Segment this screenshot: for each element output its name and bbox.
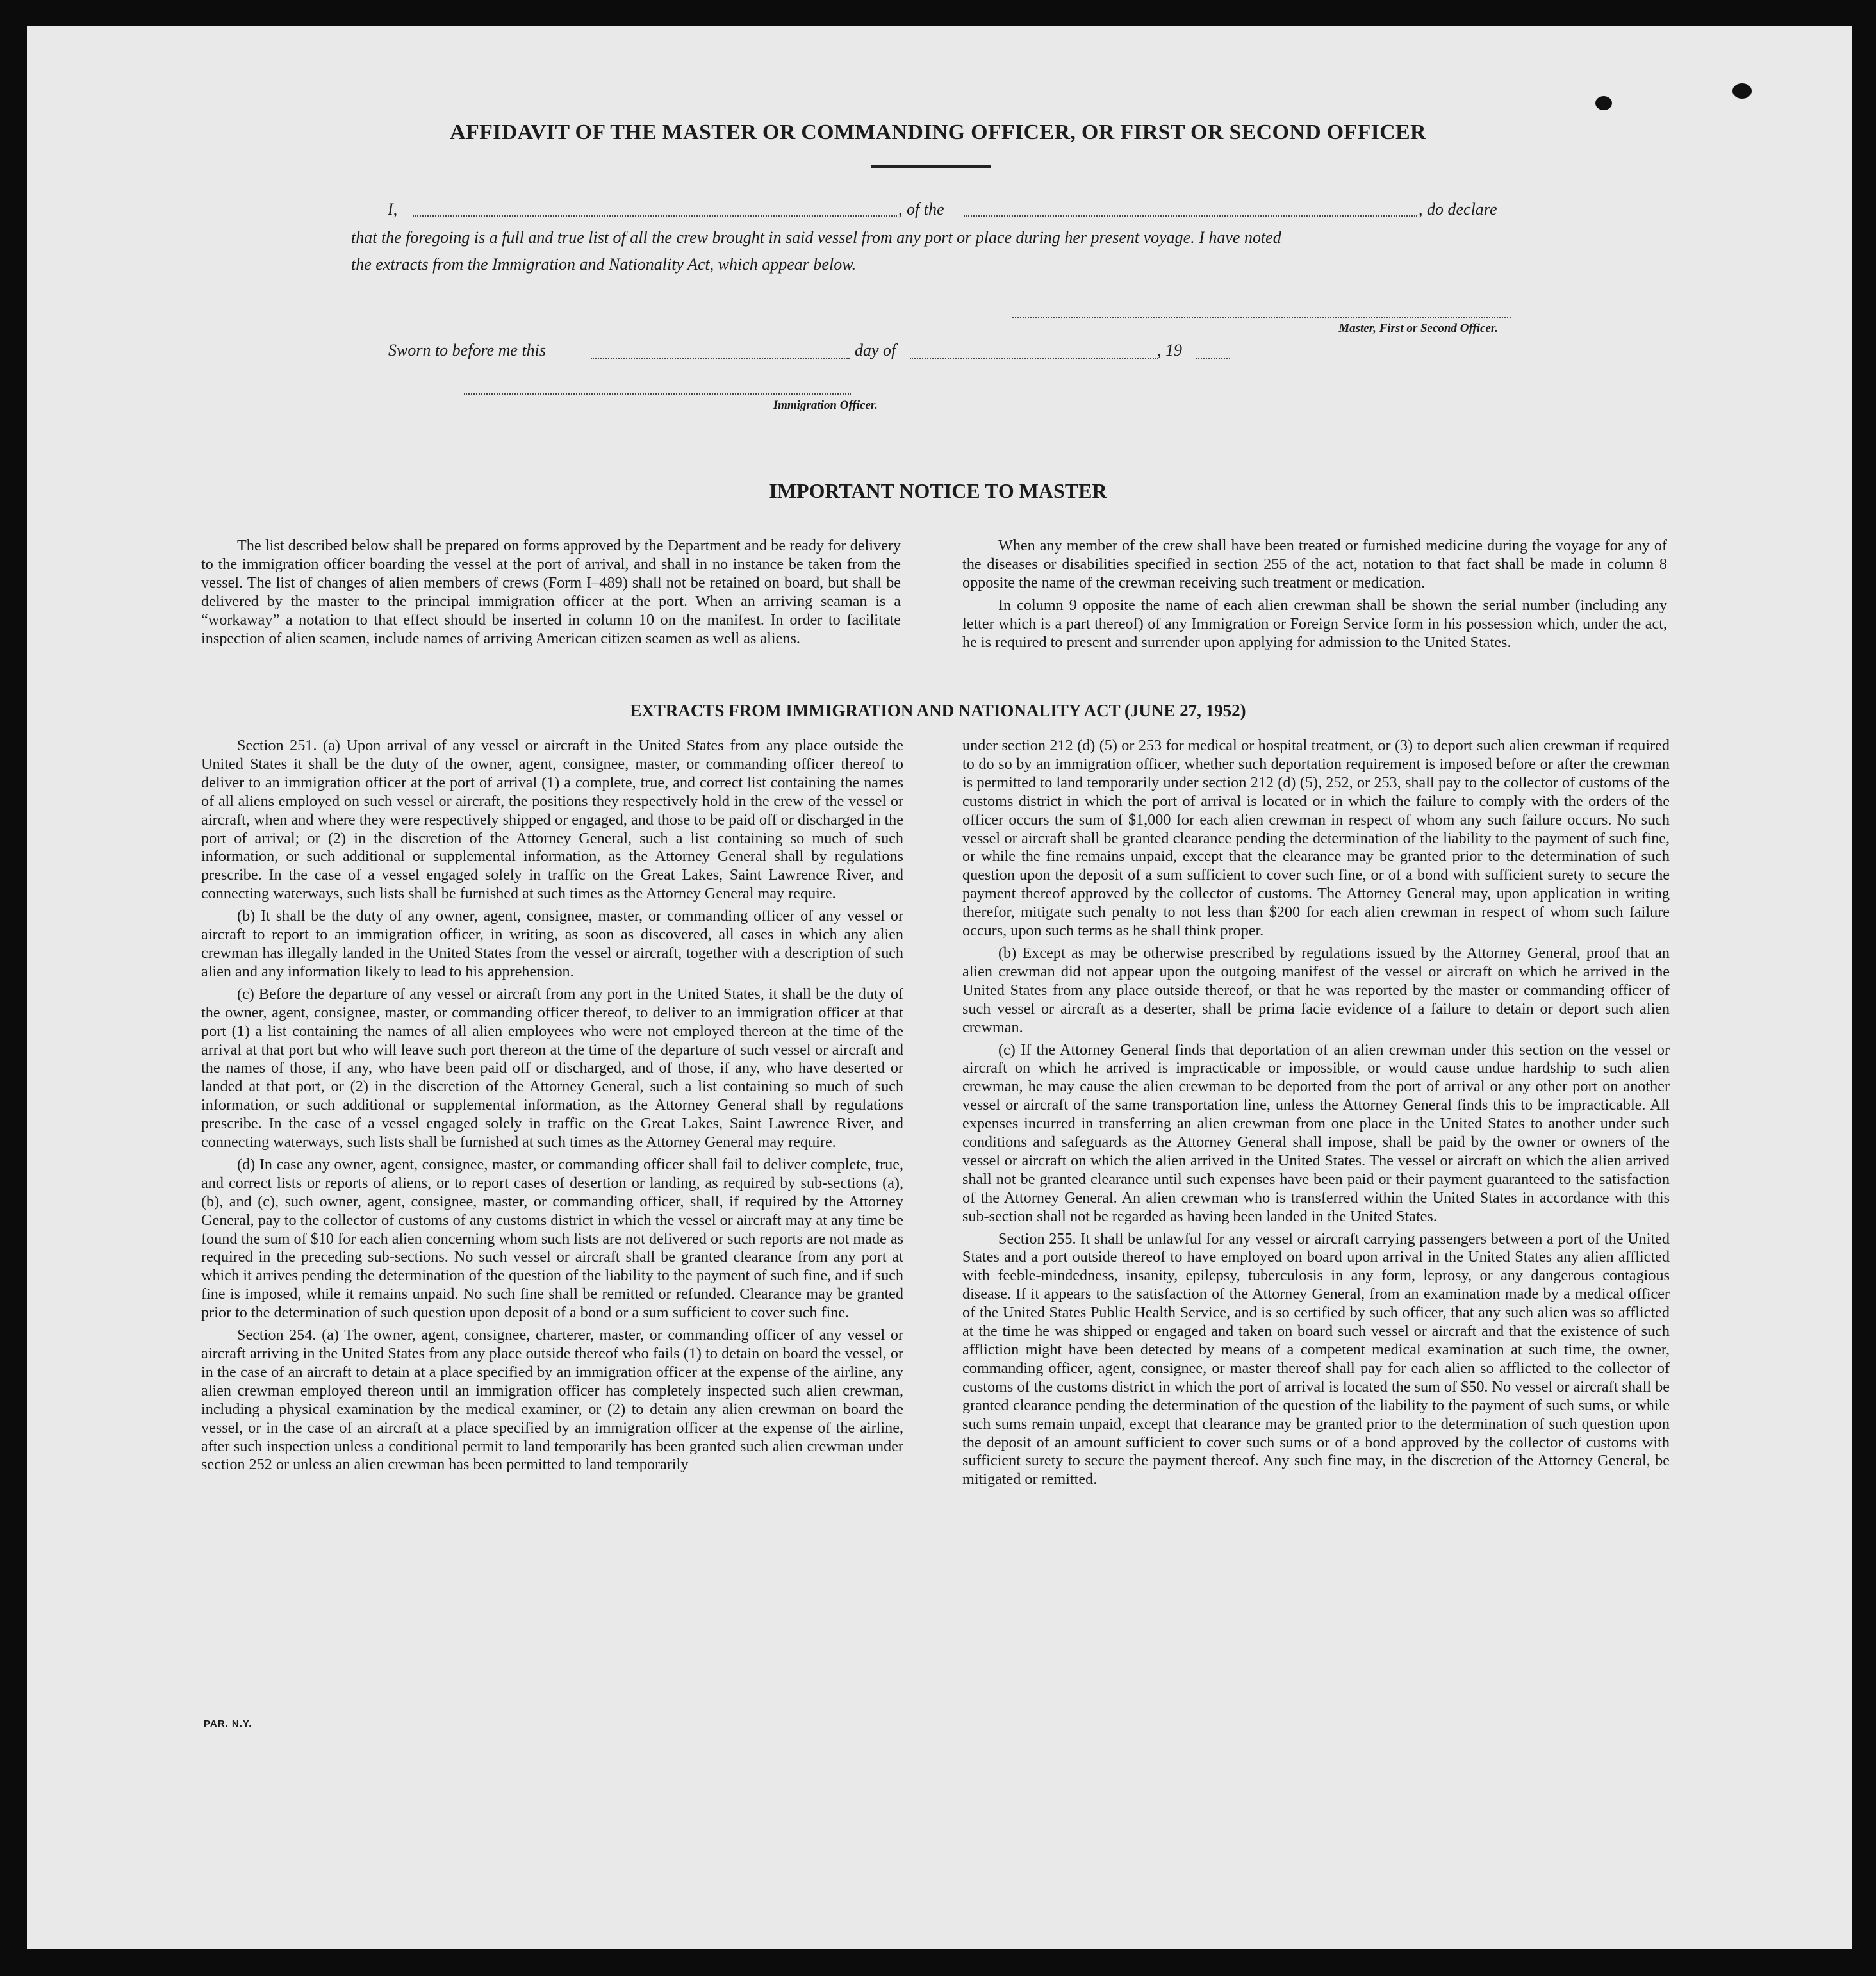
notice-paragraph: The list described below shall be prepared on forms approved by the Department and be ready for delivery to the immigration officer boarding the vessel at the port of arrival, and shall in no instance be taken from the vessel. The list of changes of alien members of crews (Form I–489) shall not be retained on board, but shall be delivered by the master to the principal immigration officer at the port. When an arriving seaman is a “workaway” a notation to that effect should be inserted in column 10 on the manifest. In order to facilitate inspection of alien seamen, include names of arriving American citizen seamen as well as aliens. [201, 537, 901, 647]
section-251-c: (c) Before the departure of any vessel or aircraft from any port in the United States, it shall be the duty of the owner, agent, consignee, master, or commanding officer thereof, to deliver to an immigration officer at that port (1) a list containing the names of all alien employees who were not employed thereon at the time of the arrival at that port but who will leave such port thereon at the time of the departure of such vessel or aircraft and the names of those, if any, who have been paid off or discharged, and of those, if any, who have deserted or landed at that port, or (2) in the discretion of the Attorney General, such a list containing so much of such information, or such additional or supplemental information, as the Attorney General shall by regulations prescribe. In the case of a vessel engaged solely in traffic on the Great Lakes, Saint Lawrence River, and connecting waterways, such lists shall be furnished at such times as the Attorney General may require. [201, 985, 903, 1151]
notice-left-column [201, 537, 901, 652]
do-declare-label: , do declare [1419, 200, 1497, 218]
vessel-name-field[interactable] [964, 215, 1417, 217]
notice-title: IMPORTANT NOTICE TO MASTER [769, 479, 1107, 502]
day-of-label: day of [855, 341, 896, 359]
ink-spot [1732, 83, 1752, 99]
extracts-title: EXTRACTS FROM IMMIGRATION AND NATIONALITY ACT (JUNE 27, 1952) [630, 701, 1246, 720]
printer-imprint: PAR. N.Y. [204, 1718, 252, 1729]
affidavit-title: AFFIDAVIT OF THE MASTER OR COMMANDING OFFICER, OR FIRST OR SECOND OFFICER [450, 120, 1426, 144]
sworn-label: Sworn to before me this [388, 341, 547, 359]
title-divider [871, 165, 991, 168]
section-254-a-continued: under section 212 (d) (5) or 253 for medical or hospital treatment, or (3) to deport such alien crewman if required to do so by an immigration officer, whether such deportation requirement is imposed before or after the crewman is permitted to land temporarily under section 212 (d) (5), 252, or 253, shall pay to the collector of customs of the customs district in which the port of arrival is located or in which the failure to comply with the orders of the officer occurs the sum of $1,000 for each alien crewman in respect of whom any such failure occurs. No such vessel or aircraft shall be granted clearance pending the determination of the liability to the payment of such fine, or while the fine remains unpaid, except that the clearance may be granted prior to the determination of such question upon the deposit of a sum sufficient to cover such fine, or of a bond with sufficient surety to secure the payment thereof approved by the collector of customs. The Attorney General may, upon application in writing therefor, mitigate such penalty to not less than $200 for each alien crewman in respect of whom such failure occurs, upon such terms as he shall think proper. [962, 737, 1670, 940]
notice-paragraph: When any member of the crew shall have been treated or furnished medicine during the voyage for any of the diseases or disabilities specified in section 255 of the act, notation to that fact shall be made in column 8 opposite the name of the crewman receiving such treatment or medication. [962, 537, 1667, 591]
section-251-b: (b) It shall be the duty of any owner, agent, consignee, master, or commanding officer of any vessel or aircraft to report to an immigration officer, in writing, as soon as discovered, all cases in which any alien crewman has illegally landed in the United States from the vessel or aircraft, together with a description of such alien and any information likely to lead to his apprehension. [201, 907, 903, 980]
sworn-year-field[interactable] [1196, 358, 1230, 359]
sworn-day-field[interactable] [591, 358, 850, 359]
declaration-line-3: the extracts from the Immigration and Nationality Act, which appear below. [351, 255, 857, 274]
sworn-month-field[interactable] [910, 358, 1158, 359]
declarant-name-field[interactable] [413, 215, 897, 217]
extracts-left-column [201, 737, 903, 1478]
master-signature-field[interactable] [1012, 317, 1511, 318]
section-254-a: Section 254. (a) The owner, agent, consignee, charterer, master, or commanding officer of any vessel or aircraft arriving in the United States from any place outside thereof who fails (1) to detain on board the vessel, or in the case of an aircraft to detain at a place specified by an immigration officer at the expense of the airline, any alien crewman employed thereon until an immigration officer has completely inspected such alien crewman, including a physical examination by the medical examiner, or (2) to detain any alien crewman on board the vessel, or in the case of an aircraft at a place specified by an immigration officer at the expense of the airline, after such inspection unless a conditional permit to land temporarily has been granted such alien crewman under section 252 or unless an alien crewman has been permitted to land temporarily [201, 1326, 903, 1474]
section-251-a: Section 251. (a) Upon arrival of any vessel or aircraft in the United States from any place outside the United States it shall be the duty of the owner, agent, consignee, master, or commanding officer thereof to deliver to an immigration officer at the port of arrival (1) a complete, true, and correct list containing the names of all aliens employed on such vessel or aircraft, the positions they respectively hold in the crew of the vessel or aircraft, when and where they were respectively shipped or engaged, and those to be paid off or discharged in the port of arrival; or (2) in the discretion of the Attorney General, such a list containing so much of such information, or such additional or supplemental information, as the Attorney General shall by regulations prescribe. In the case of a vessel engaged solely in traffic on the Great Lakes, Saint Lawrence River, and connecting waterways, such lists shall be furnished at such times as the Attorney General may require. [201, 737, 903, 903]
notice-right-column [962, 537, 1667, 655]
extracts-right-column [962, 737, 1670, 1493]
section-254-c: (c) If the Attorney General finds that deportation of an alien crewman under this section on the vessel or aircraft on which he arrived is impracticable or impossible, or would cause undue hardship to such alien crewman, he may cause the alien crewman to be deported from the port of arrival or any other port on another vessel or aircraft of the same transportation line, unless the Attorney General finds this to be impracticable. All expenses incurred in transferring an alien crewman from one place in the United States to another under such conditions and safeguards as the Attorney General shall impose, shall be paid by the owner or owners of the vessel or aircraft on which the alien arrived in the United States. The vessel or aircraft on which the alien arrived shall not be granted clearance until such expenses have been paid or their payment guaranteed to the satisfaction of the Attorney General. An alien crewman who is transferred within the United States in accordance with this sub-section shall not be regarded as having been landed in the United States. [962, 1041, 1670, 1225]
year-prefix-label: , 19 [1157, 341, 1182, 359]
ink-spot [1595, 96, 1612, 110]
notice-paragraph: In column 9 opposite the name of each alien crewman shall be shown the serial number (including any letter which is a part thereof) of any Immigration or Foreign Service form in his possession which, under the act, he is required to present and surrender upon applying for admission to the United States. [962, 596, 1667, 651]
of-the-label: , of the [898, 200, 944, 218]
declaration-line-2: that the foregoing is a full and true list of all the crew brought in said vessel from any port or place during her present voyage. I have noted [351, 228, 1281, 247]
immigration-officer-signature-field[interactable] [464, 393, 851, 395]
master-signature-caption: Master, First or Second Officer. [1338, 322, 1498, 335]
section-251-d: (d) In case any owner, agent, consignee, master, or commanding officer shall fail to deliver complete, true, and correct lists or reports of aliens, or to report cases of desertion or landing, as required by sub-sections (a), (b), and (c), such owner, agent, consignee, master, or commanding officer, shall, if required by the Attorney General, pay to the collector of customs of any customs district in which the vessel or aircraft may at any time be found the sum of $10 for each alien concerning whom such lists are not delivered or such reports are not made as required in the preceding sub-sections. No such vessel or aircraft shall be granted clearance from any port at which it arrives pending the determination of the question of the liability to the payment of such fine, and if such fine is imposed, while it remains unpaid. No such fine shall be remitted or refunded. Clearance may be granted prior to the determination of such question upon deposit of a bond or a sum sufficient to cover such fine. [201, 1155, 903, 1322]
immigration-officer-caption: Immigration Officer. [773, 399, 878, 412]
declarant-prefix: I, [388, 200, 398, 218]
section-254-b: (b) Except as may be otherwise prescribed by regulations issued by the Attorney General, proof that an alien crewman did not appear upon the outgoing manifest of the vessel or aircraft on which he arrived in the United States from any place outside thereof, or that he was reported by the master or commanding officer of such vessel or aircraft as a deserter, shall be prima facie evidence of a failure to detain or deport such alien crewman. [962, 944, 1670, 1036]
section-255: Section 255. It shall be unlawful for any vessel or aircraft carrying passengers between a port of the United States and a port outside thereof to have employed on board upon arrival in the United States any alien afflicted with feeble-mindedness, insanity, epilepsy, tuberculosis in any form, leprosy, or any dangerous contagious disease. If it appears to the satisfaction of the Attorney General, from an examination made by a medical officer of the United States Public Health Service, and is so certified by such officer, that any such alien was so afflicted at the time he was shipped or engaged and taken on board such vessel or aircraft and that the existence of such affliction might have been detected by means of a competent medical examination at such time, the owner, commanding officer, agent, consignee, or master thereof shall pay for each alien so afflicted to the collector of customs of the customs district in which the port of arrival is located the sum of $50. No vessel or aircraft shall be granted clearance pending the determination of the question of the liability to the payment of such sums, or while such sums remain unpaid, except that clearance may be granted prior to the determination of such question upon the deposit of an amount sufficient to cover such sums or of a bond approved by the collector of customs with sufficient surety to secure the payment thereof. Any such fine may, in the discretion of the Attorney General, be mitigated or remitted. [962, 1230, 1670, 1488]
